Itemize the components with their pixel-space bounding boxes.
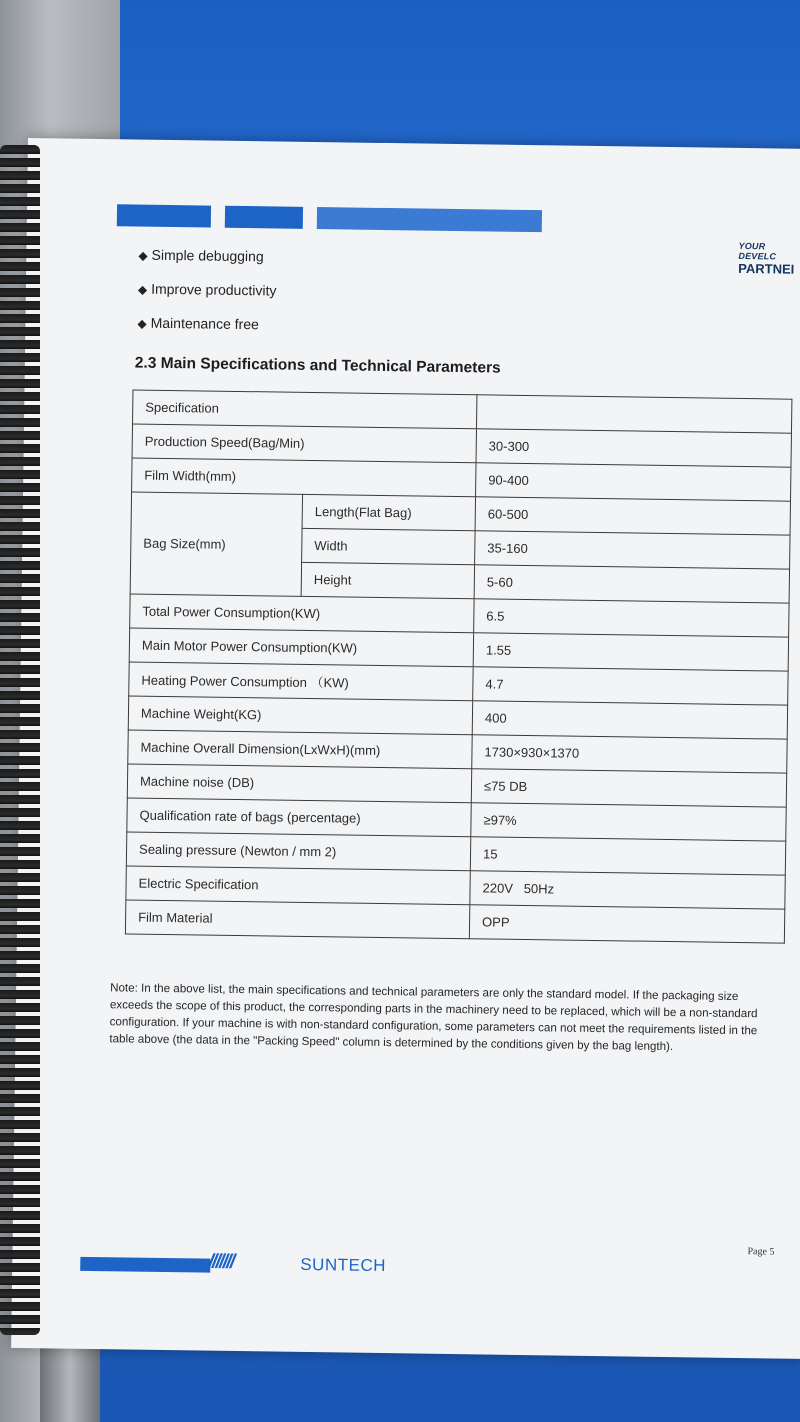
header-accent-bar xyxy=(117,204,211,227)
table-header-cell: Specification xyxy=(133,390,477,429)
spec-value: 30-300 xyxy=(476,429,791,467)
bullet-text: Maintenance free xyxy=(150,314,259,333)
section-title: 2.3 Main Specifications and Technical Parameters xyxy=(134,354,501,377)
spec-label: Qualification rate of bags (percentage) xyxy=(127,798,471,837)
spec-sub-label: Height xyxy=(301,562,474,598)
spec-value: 1730×930×1370 xyxy=(472,735,787,773)
table-header-value-cell xyxy=(476,395,791,433)
spec-label: Film Width(mm) xyxy=(132,458,476,497)
spec-value: 4.7 xyxy=(473,667,788,705)
feature-bullet xyxy=(137,315,259,333)
spec-label: Total Power Consumption(KW) xyxy=(130,594,474,633)
spec-value: 15 xyxy=(470,837,785,875)
spec-value: 6.5 xyxy=(474,599,789,637)
diamond-bullet-icon: ◆ xyxy=(137,282,148,297)
background-ring-metal xyxy=(40,1340,100,1422)
spec-value: 5-60 xyxy=(474,565,789,603)
spec-label: Electric Specification xyxy=(126,866,470,905)
spec-label: Production Speed(Bag/Min) xyxy=(132,424,476,463)
feature-bullet xyxy=(138,247,264,265)
note-paragraph: Note: In the above list, the main specifications and technical parameters are only the standard model. If the packaging size exceeds the scope of this product, the corresponding parts in the machinery need to be replaced, which will be a non-standard configuration. If your machine is with non-standard configuration, some parameters can not meet the requirements listed in the table above (the data in the "Packing Speed" column is determined by the conditions given by the bag length). xyxy=(109,981,758,1054)
spec-sub-label: Length(Flat Bag) xyxy=(302,494,475,530)
spec-value: 1.55 xyxy=(473,633,788,671)
footer-accent-bar xyxy=(80,1257,210,1273)
spec-label: Sealing pressure (Newton / mm 2) xyxy=(126,832,470,871)
spec-label: Film Material xyxy=(125,900,469,939)
spiral-binding xyxy=(0,145,40,1335)
spec-label: Machine Weight(KG) xyxy=(128,696,472,735)
footer-brand-logo: SUNTECH xyxy=(300,1254,387,1276)
page-number: Page 5 xyxy=(747,1246,775,1258)
footer-slash-stripes: /////// xyxy=(208,1250,234,1273)
spec-label: Heating Power Consumption （KW) xyxy=(129,662,473,701)
document-page xyxy=(11,138,800,1359)
spec-label: Main Motor Power Consumption(KW) xyxy=(129,628,473,667)
diamond-bullet-icon: ◆ xyxy=(138,248,148,263)
brand-tag-small: YOUR DEVELC xyxy=(738,240,777,262)
bullet-text: Improve productivity xyxy=(151,280,277,299)
spec-value: ≥97% xyxy=(471,803,786,841)
feature-bullet xyxy=(138,281,277,299)
spec-sub-label: Width xyxy=(302,528,475,564)
header-brand-tag xyxy=(738,241,798,277)
spec-label: Machine Overall Dimension(LxWxH)(mm) xyxy=(128,730,472,769)
brand-tag-big: PARTNEI xyxy=(738,260,795,277)
bullet-text: Simple debugging xyxy=(151,246,264,265)
spec-table xyxy=(125,389,793,943)
spec-label: Machine noise (DB) xyxy=(127,764,471,803)
spec-value: 60-500 xyxy=(475,497,790,535)
spec-label: Bag Size(mm) xyxy=(130,492,302,596)
spec-value: 35-160 xyxy=(475,531,790,569)
spec-value: 400 xyxy=(472,701,787,739)
spec-value: OPP xyxy=(469,905,784,943)
spec-value: ≤75 DB xyxy=(471,769,786,807)
header-accent-bar xyxy=(225,206,303,229)
spec-value: 90-400 xyxy=(476,463,791,501)
header-accent-bar xyxy=(317,207,542,232)
spec-value: 220V 50Hz xyxy=(470,871,785,909)
diamond-bullet-icon: ◆ xyxy=(137,316,147,331)
